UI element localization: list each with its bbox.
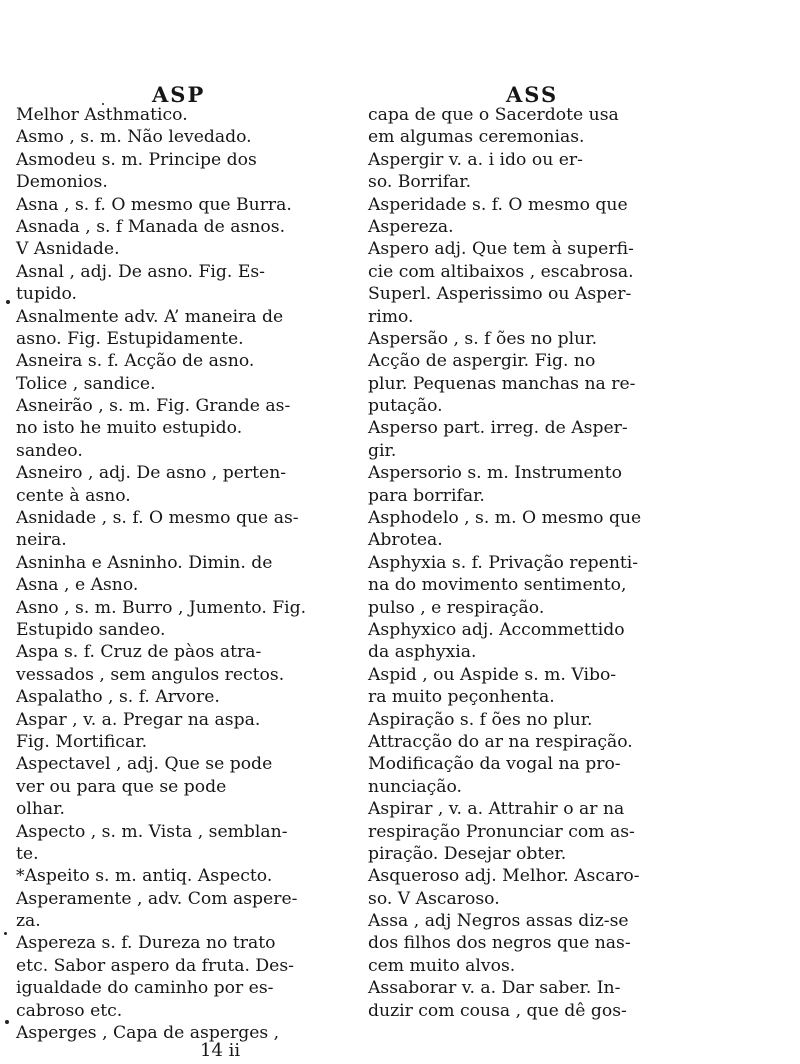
text-line: Aspereza. [368,216,454,237]
text-line: Aspid , ou Aspide s. m. Vibo- [368,664,617,685]
text-line: Melhor Asthmatico. [16,105,188,125]
left-column [16,104,356,1044]
ink-speck [102,103,104,105]
text-line: vessados , sem angulos rectos. [16,664,285,685]
text-line: capa de que o Sacerdote usa [368,105,619,125]
text-line: za. [16,911,41,932]
text-line: Asperges , Capa de asperges , [16,1023,280,1044]
text-line: tupido. [16,284,77,305]
ink-speck [6,300,10,304]
text-line: Asnada , s. f Manada de asnos. [16,216,286,237]
text-line: da asphyxia. [368,642,477,663]
text-line: neira. [16,530,67,551]
text-line: Abrotea. [368,530,443,551]
text-line: cente à asno. [16,485,131,506]
text-line: putação. [368,396,443,417]
text-line: Asninha e Asninho. Dimin. de [16,552,273,573]
text-line: Asmodeu s. m. Principe dos [16,149,257,170]
text-line: olhar. [16,799,65,820]
text-line: Aspersão , s. f ões no plur. [368,328,598,349]
text-line: Asnidade , s. f. O mesmo que as- [16,508,299,529]
text-line: Asmo , s. m. Não levedado. [16,127,252,148]
text-line: cem muito alvos. [368,955,516,976]
text-line: Assa , adj Negros assas diz-se [368,911,629,932]
text-line: Asperso part. irreg. de Asper- [368,418,628,439]
text-line: Asnalmente adv. A’ maneira de [16,306,284,327]
text-line: Estupido sandeo. [16,619,166,640]
text-line: etc. Sabor aspero da fruta. Des- [16,955,294,976]
text-line: *Aspeito s. m. antiq. Aspecto. [16,866,273,887]
text-line: para borrifar. [368,485,485,506]
text-line: ver ou para que se pode [16,776,227,797]
text-line: Asqueroso adj. Melhor. Ascaro- [368,866,640,887]
text-line: so. Borrifar. [368,172,472,193]
text-line: na do movimento sentimento, [368,575,627,596]
ink-speck [5,1020,9,1024]
text-line: Modificação da vogal na pro- [368,754,621,775]
text-line: Assaborar v. a. Dar saber. In- [368,978,621,999]
right-column [368,104,704,1022]
text-line: Fig. Mortificar. [16,731,148,752]
text-line: respiração Pronunciar com as- [368,821,635,842]
text-line: Attracção do ar na respiração. [368,731,633,752]
text-line: Asno , s. m. Burro , Jumento. Fig. [16,597,307,618]
text-line: dos filhos dos negros que nas- [368,933,631,954]
text-line: cabroso etc. [16,1000,123,1021]
text-line: Asnal , adj. De asno. Fig. Es- [16,261,265,282]
text-line: Superl. Asperissimo ou Asper- [368,284,632,305]
text-line: Asperamente , adv. Com aspere- [16,888,298,909]
text-line: Asna , e Asno. [16,575,139,596]
text-line: duzir com cousa , que dê gos- [368,1000,627,1021]
text-line: Demonios. [16,172,108,193]
text-line: Asperidade s. f. O mesmo que [368,194,628,215]
text-line: Aspiração s. f ões no plur. [368,709,593,730]
text-line: Asneirão , s. m. Fig. Grande as- [16,396,291,417]
text-line: cie com altibaixos , escabrosa. [368,261,634,282]
text-line: Aspa s. f. Cruz de pàos atra- [16,642,262,663]
text-line: em algumas ceremonias. [368,127,585,148]
text-line: Asneira s. f. Acção de asno. [16,351,255,372]
text-line: Asphyxico adj. Accommettido [368,619,625,640]
text-line: asno. Fig. Estupidamente. [16,328,244,349]
text-line: igualdade do caminho por es- [16,978,274,999]
ink-speck [4,932,7,935]
text-line: so. V Ascaroso. [368,888,500,909]
text-line: Aspersorio s. m. Instrumento [368,463,622,484]
text-line: Asna , s. f. O mesmo que Burra. [16,194,292,215]
text-line: rimo. [368,306,414,327]
text-line: piração. Desejar obter. [368,843,567,864]
text-line: Aspergir v. a. i ido ou er- [368,149,583,170]
text-line: te. [16,843,39,864]
text-line: Aspirar , v. a. Attrahir o ar na [368,799,625,820]
text-line: ra muito peçonhenta. [368,687,555,708]
text-line: no isto he muito estupido. [16,418,243,439]
text-line: plur. Pequenas manchas na re- [368,373,636,394]
left-column-header: ASP [152,82,206,107]
text-line: Asphodelo , s. m. O mesmo que [368,508,642,529]
text-line: gir. [368,440,397,461]
text-line: Asneiro , adj. De asno , perten- [16,463,287,484]
text-line: nunciação. [368,776,462,797]
text-line: Aspecto , s. m. Vista , semblan- [16,821,288,842]
text-line: pulso , e respiração. [368,597,545,618]
text-line: V Asnidade. [16,239,120,260]
text-line: Aspectavel , adj. Que se pode [16,754,273,775]
text-line: Aspereza s. f. Dureza no trato [16,933,276,954]
right-column-header: ASS [506,82,559,107]
text-line: Aspalatho , s. f. Arvore. [16,687,220,708]
signature-mark: 14 ii [200,1040,241,1061]
text-line: sandeo. [16,440,83,461]
text-line: Aspero adj. Que tem à superfi- [368,239,634,260]
text-line: Acção de aspergir. Fig. no [368,351,596,372]
text-line: Aspar , v. a. Pregar na aspa. [16,709,261,730]
text-line: Tolice , sandice. [16,373,156,394]
text-line: Asphyxia s. f. Privação repenti- [368,552,639,573]
